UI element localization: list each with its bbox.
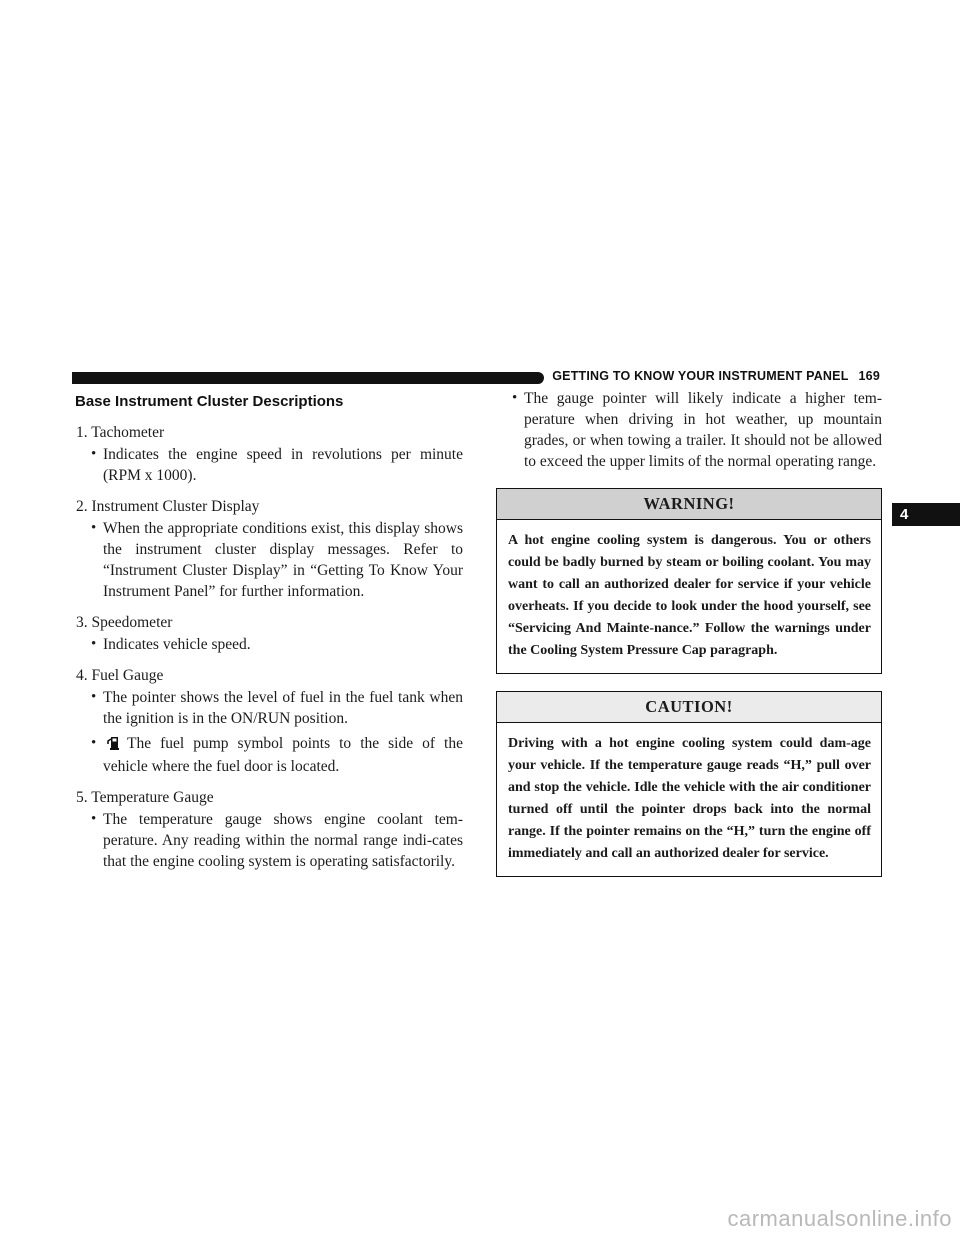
bullet-item [75,634,463,655]
bullet-text: When the appropriate conditions exist, this display shows the instrument cluster display messages. Refer to “Instrument Cluster Display” in “Getting To Know Your Instrument Panel” for further information. [103,520,463,600]
bullet-item [496,388,882,472]
list-item-label: 1. Tachometer [76,424,165,441]
bullet-text: The gauge pointer will likely indicate a higher tem-perature when driving in hot weather, up mountain grades, or when towing a trailer. It should not be allowed to exceed the upper limits of the normal operating range. [524,390,882,470]
running-header [552,369,880,383]
left-column [75,393,463,882]
list-item-fuel-gauge [75,665,463,777]
list-item-speedometer [75,612,463,655]
bullet-glyph: • [91,636,97,652]
bullet-item [75,518,463,602]
list-item-label: 5. Temperature Gauge [76,789,214,806]
bullet-glyph: • [91,735,97,751]
list-item-cluster-display [75,496,463,602]
fuel-pump-icon [107,735,121,756]
bullet-item [75,809,463,872]
page-number: 169 [858,369,880,383]
bullet-glyph: • [91,520,97,536]
bullet-text: The fuel pump symbol points to the side of the vehicle where the fuel door is located. [103,735,463,775]
bullet-item [75,687,463,729]
header-rule [72,372,544,384]
bullet-glyph: • [91,689,97,705]
list-item-label: 4. Fuel Gauge [76,667,164,684]
warning-box [496,488,882,674]
list-item-label: 2. Instrument Cluster Display [76,498,260,515]
list-item-label: 3. Speedometer [76,614,173,631]
bullet-glyph: • [91,446,97,462]
warning-text: A hot engine cooling system is dangerous. You or others could be badly burned by steam or boiling coolant. You may want to call an authorized dealer for service if your vehicle overheats. If you decide to look under the hood yourself, see “Servicing And Mainte-nance.” Follow the warnings under the Cooling System Pressure Cap paragraph. [508,533,871,658]
bullet-text: The pointer shows the level of fuel in the fuel tank when the ignition is in the ON/RUN position. [103,689,463,727]
right-column [496,388,882,877]
caution-box [496,691,882,877]
header-title: GETTING TO KNOW YOUR INSTRUMENT PANEL [552,369,849,383]
caution-text: Driving with a hot engine cooling system could dam-age your vehicle. If the temperature gauge reads “H,” pull over and stop the vehicle. Idle the vehicle with the air conditioner turned off until the pointer drops back into the normal range. If the pointer remains on the “H,” turn the engine off immediately and call an authorized dealer for service. [508,736,871,861]
caution-title: CAUTION! [497,692,881,723]
bullet-item [75,444,463,486]
chapter-tab: 4 [892,503,960,526]
watermark: carmanualsonline.info [727,1206,952,1231]
bullet-item [75,733,463,777]
bullet-glyph: • [512,390,518,406]
bullet-glyph: • [91,811,97,827]
warning-title: WARNING! [497,489,881,520]
section-title: Base Instrument Cluster Descriptions [75,393,344,410]
bullet-text: Indicates vehicle speed. [103,636,251,653]
list-item-tachometer [75,422,463,486]
list-item-temperature-gauge [75,787,463,872]
bullet-text: Indicates the engine speed in revolutions per minute (RPM x 1000). [103,446,463,484]
bullet-text: The temperature gauge shows engine coolant tem-perature. Any reading within the normal range indi-cates that the engine cooling system is operating satisfactorily. [103,811,463,870]
